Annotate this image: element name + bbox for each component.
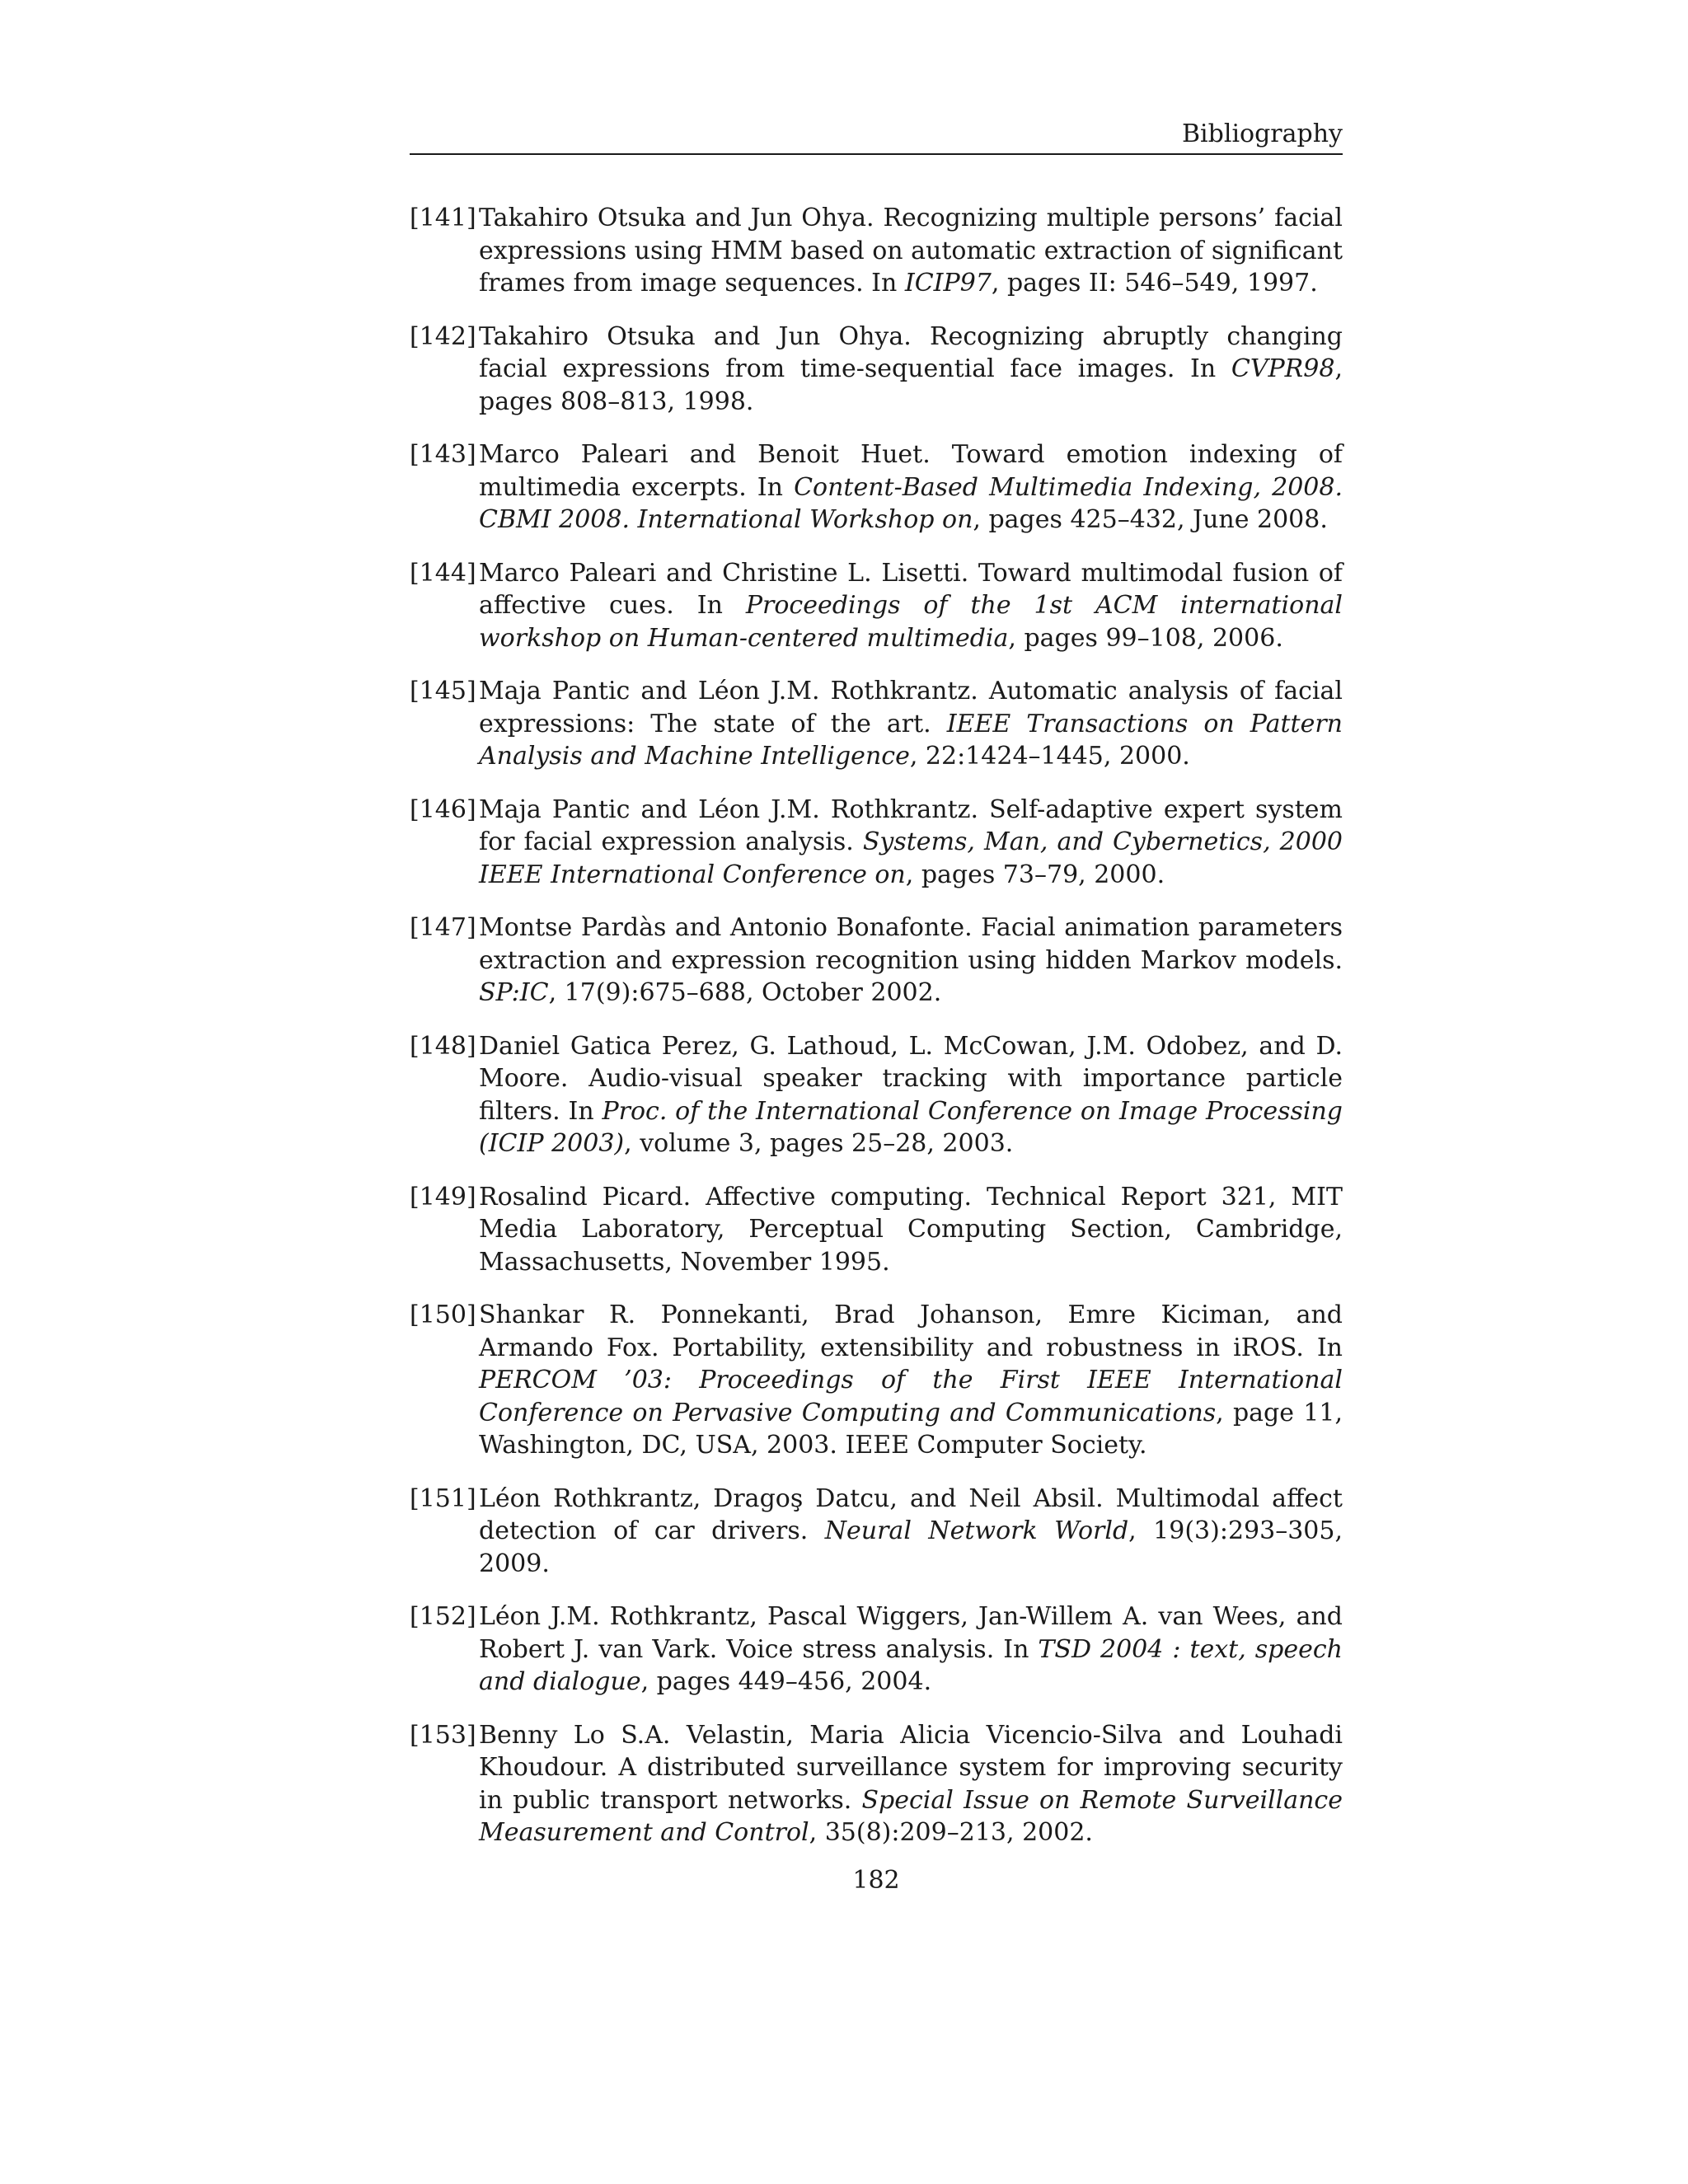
reference-text-segment: Montse Pardàs and Antonio Bonafonte. Facial animation parameters extraction and expression recognition using hidden Markov models. bbox=[479, 913, 1343, 975]
reference-venue: Content-Based Multimedia Indexing, 2008. CBMI 2008. International Workshop on bbox=[479, 472, 1343, 534]
reference-number: [151] bbox=[410, 1483, 476, 1513]
reference-entry bbox=[410, 794, 1343, 892]
reference-text bbox=[479, 912, 1343, 1010]
reference-text bbox=[479, 1181, 1343, 1279]
running-head: Bibliography bbox=[1182, 120, 1343, 148]
reference-text-segment: Léon J.M. Rothkrantz, Pascal Wiggers, Jan-Willem A. van Wees, and Robert J. van Vark. Voice stress analysis. In bbox=[479, 1602, 1343, 1664]
reference-number: [147] bbox=[410, 913, 476, 942]
reference-entry bbox=[410, 912, 1343, 1010]
reference-entry bbox=[410, 1601, 1343, 1699]
reference-venue: SP:IC bbox=[479, 978, 549, 1007]
reference-number: [150] bbox=[410, 1301, 476, 1329]
reference-text-segment: , page 11, Washington, DC, USA, 2003. IEEE Computer Society. bbox=[479, 1398, 1343, 1460]
reference-entry bbox=[410, 202, 1343, 300]
reference-number: [142] bbox=[410, 321, 476, 351]
reference-venue: Special Issue on Remote Surveillance Measurement and Control bbox=[479, 1785, 1343, 1847]
reference-number: [153] bbox=[410, 1720, 476, 1750]
reference-text bbox=[479, 557, 1343, 655]
reference-entry bbox=[410, 1483, 1343, 1581]
reference-text bbox=[479, 1299, 1343, 1462]
reference-text-segment: , 35(8):209–213, 2002. bbox=[809, 1818, 1093, 1847]
reference-text-segment: Maja Pantic and Léon J.M. Rothkrantz. Self-adaptive expert system for facial expression analysis. bbox=[479, 794, 1343, 856]
reference-text-segment: Benny Lo S.A. Velastin, Maria Alicia Vicencio-Silva and Louhadi Khoudour. A distributed surveillance system for improving security in public transport networks. bbox=[479, 1720, 1343, 1815]
reference-entry bbox=[410, 557, 1343, 655]
reference-venue: IEEE Transactions on Pattern Analysis and Machine Intelligence bbox=[479, 709, 1343, 771]
reference-text-segment: Maja Pantic and Léon J.M. Rothkrantz. Automatic analysis of facial expressions: The state of the art. bbox=[479, 677, 1343, 738]
reference-entry bbox=[410, 321, 1343, 419]
reference-venue: Systems, Man, and Cybernetics, 2000 IEEE International Conference on bbox=[479, 827, 1343, 889]
reference-text-segment: , pages 808–813, 1998. bbox=[479, 354, 1343, 416]
reference-venue: Neural Network World bbox=[824, 1516, 1129, 1545]
reference-text bbox=[479, 202, 1343, 300]
reference-text bbox=[479, 321, 1343, 419]
reference-text bbox=[479, 438, 1343, 537]
document-page bbox=[410, 0, 1343, 2184]
reference-venue: TSD 2004 : text, speech and dialogue bbox=[479, 1634, 1343, 1696]
reference-text bbox=[479, 1030, 1343, 1160]
reference-text-segment: Rosalind Picard. Affective computing. Technical Report 321, MIT Media Laboratory, Perceptual Computing Section, Cambridge, Massachusetts, November 1995. bbox=[479, 1182, 1343, 1277]
reference-text-segment: Marco Paleari and Christine L. Lisetti. Toward multimodal fusion of affective cues. In bbox=[479, 558, 1343, 620]
reference-venue: CVPR98 bbox=[1231, 354, 1335, 383]
reference-text bbox=[479, 1601, 1343, 1699]
reference-number: [143] bbox=[410, 440, 476, 469]
reference-text-segment: Shankar R. Ponnekanti, Brad Johanson, Emre Kiciman, and Armando Fox. Portability, extensibility and robustness in iROS. In bbox=[479, 1301, 1343, 1362]
page-number: 182 bbox=[852, 1866, 900, 1895]
reference-number: [144] bbox=[410, 558, 476, 588]
reference-text-segment: Daniel Gatica Perez, G. Lathoud, L. McCowan, J.M. Odobez, and D. Moore. Audio-visual speaker tracking with importance particle filters. In bbox=[479, 1031, 1343, 1126]
reference-text-segment: , pages 73–79, 2000. bbox=[905, 860, 1165, 889]
reference-number: [152] bbox=[410, 1602, 476, 1631]
reference-entry bbox=[410, 1719, 1343, 1849]
reference-text bbox=[479, 1483, 1343, 1581]
reference-entry bbox=[410, 1030, 1343, 1160]
reference-venue: Proceedings of the 1st ACM international workshop on Human-centered multimedia bbox=[479, 591, 1343, 653]
header-rule bbox=[410, 153, 1343, 155]
reference-text-segment: , 17(9):675–688, October 2002. bbox=[548, 978, 942, 1007]
reference-text-segment: , 22:1424–1445, 2000. bbox=[909, 742, 1190, 771]
reference-entry bbox=[410, 438, 1343, 537]
reference-number: [145] bbox=[410, 677, 476, 705]
reference-text-segment: Takahiro Otsuka and Jun Ohya. Recognizing multiple persons’ facial expressions using HMM based on automatic extraction of significant frames from image sequences. In bbox=[479, 204, 1343, 298]
reference-text-segment: , pages 99–108, 2006. bbox=[1008, 623, 1283, 653]
reference-entry bbox=[410, 675, 1343, 773]
reference-number: [149] bbox=[410, 1182, 476, 1212]
reference-entry bbox=[410, 1181, 1343, 1279]
reference-entry bbox=[410, 1299, 1343, 1462]
reference-text-segment: , pages 425–432, June 2008. bbox=[973, 505, 1328, 534]
reference-text-segment: Léon Rothkrantz, Dragoş Datcu, and Neil Absil. Multimodal affect detection of car drivers. bbox=[479, 1483, 1343, 1545]
reference-text-segment: , pages II: 546–549, 1997. bbox=[991, 269, 1318, 298]
reference-text-segment: , volume 3, pages 25–28, 2003. bbox=[624, 1129, 1014, 1158]
reference-text-segment: , 19(3):293–305, 2009. bbox=[479, 1516, 1343, 1578]
reference-venue: Proc. of the International Conference on Image Processing (ICIP 2003) bbox=[479, 1096, 1343, 1158]
reference-text bbox=[479, 1719, 1343, 1849]
reference-number: [146] bbox=[410, 794, 476, 824]
reference-text-segment: , pages 449–456, 2004. bbox=[640, 1667, 932, 1696]
reference-text-segment: Takahiro Otsuka and Jun Ohya. Recognizing abruptly changing facial expressions from time-sequential face images. In bbox=[479, 321, 1343, 383]
reference-text-segment: Marco Paleari and Benoit Huet. Toward emotion indexing of multimedia excerpts. In bbox=[479, 440, 1343, 502]
reference-number: [141] bbox=[410, 204, 476, 232]
reference-venue: ICIP97 bbox=[904, 269, 992, 298]
reference-venue: PERCOM ’03: Proceedings of the First IEEE International Conference on Pervasive Computing and Communications bbox=[479, 1366, 1343, 1427]
reference-text bbox=[479, 794, 1343, 892]
reference-number: [148] bbox=[410, 1031, 476, 1061]
reference-list bbox=[410, 202, 1343, 1870]
reference-text bbox=[479, 675, 1343, 773]
